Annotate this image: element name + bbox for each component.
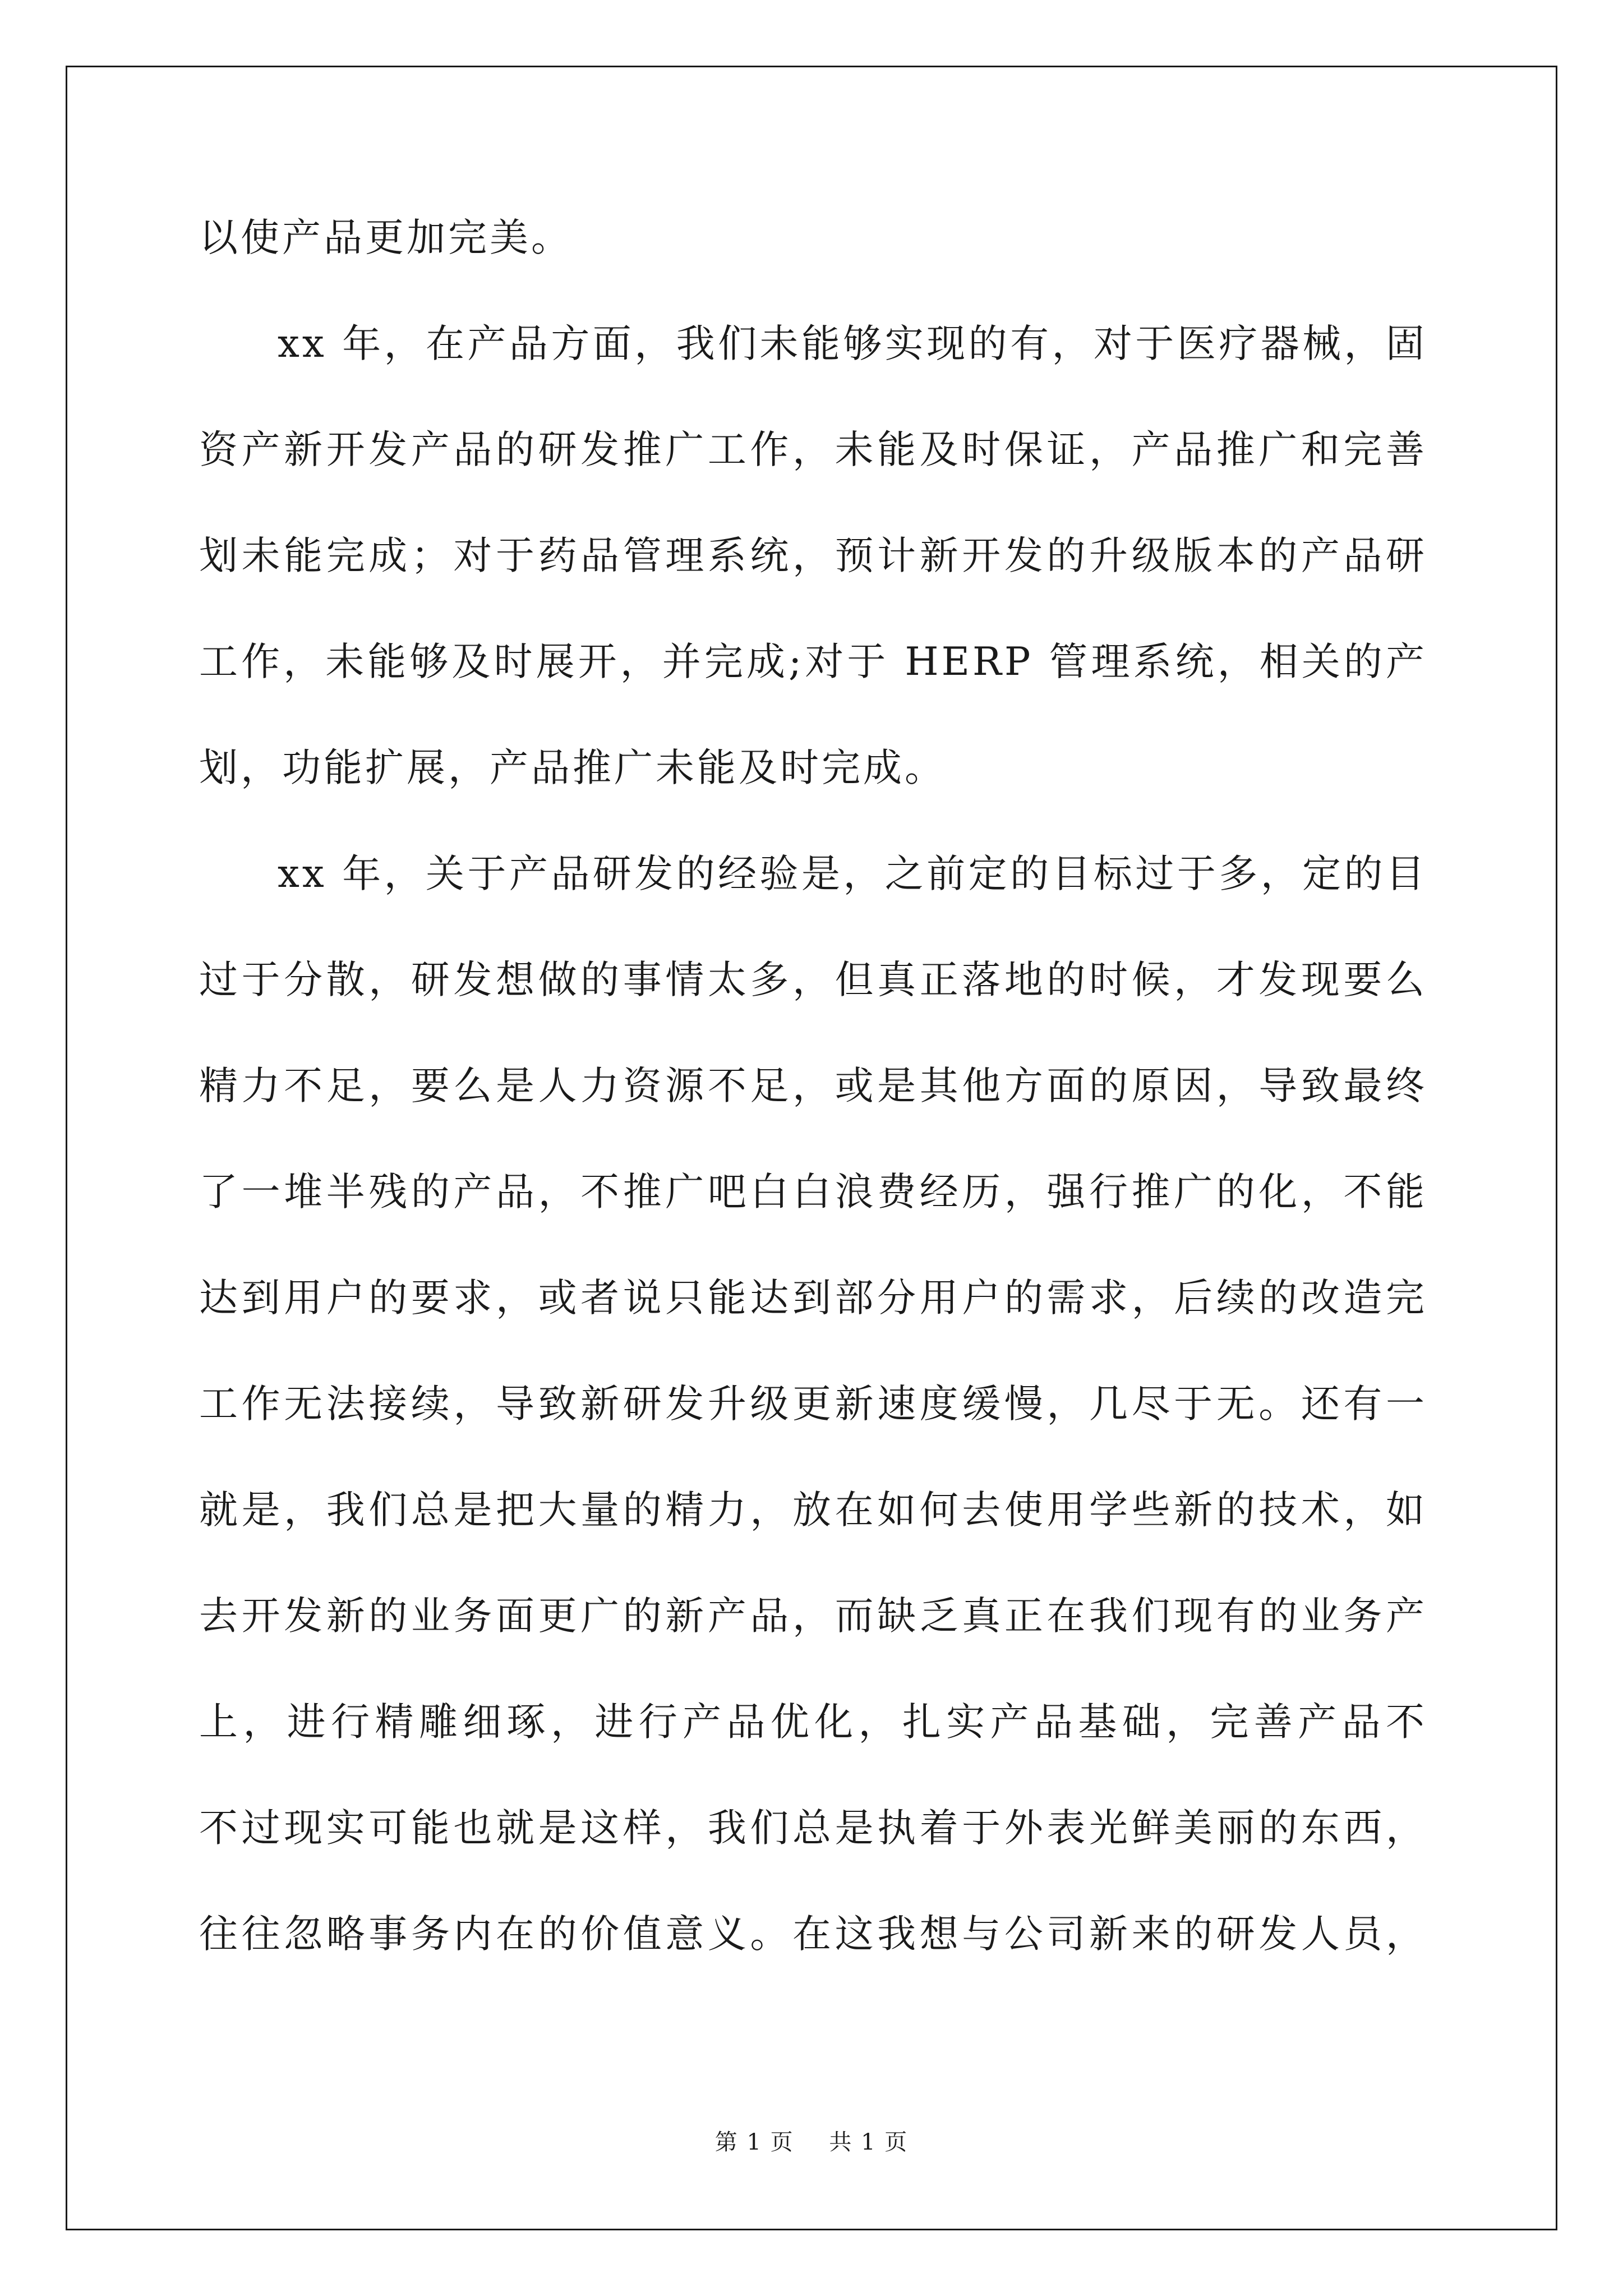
text-line: 上，进行精雕细琢，进行产品优化，扎实产品基础，完善产品不	[199, 1700, 1427, 1745]
text-line: 工作无法接续，导致新研发升级更新速度缓慢，几尽于无。还有一	[199, 1382, 1427, 1427]
page-number: 第 1 页	[714, 2129, 794, 2155]
text-line: 资产新开发产品的研发推广工作，未能及时保证，产品推广和完善	[199, 427, 1427, 472]
text-line: 划，功能扩展，产品推广未能及时完成。	[199, 746, 946, 790]
text-line: 工作，未能够及时展开，并完成;对于 HERP 管理系统，相关的产	[199, 639, 1427, 684]
text-line: xx 年，关于产品研发的经验是，之前定的目标过于多，定的目	[278, 852, 1427, 896]
text-line: 就是，我们总是把大量的精力，放在如何去使用学些新的技术，如	[199, 1488, 1427, 1533]
text-line: 以使产品更加完美。	[199, 215, 573, 260]
page-total: 共 1 页	[829, 2129, 909, 2155]
text-line: 过于分散，研发想做的事情太多，但真正落地的时候，才发现要么	[199, 958, 1427, 1002]
text-line: 往往忽略事务内在的价值意义。在这我想与公司新来的研发人员，	[199, 1912, 1427, 1957]
text-line: 去开发新的业务面更广的新产品，而缺乏真正在我们现有的业务产	[199, 1594, 1427, 1639]
text-line: 了一堆半残的产品，不推广吧白白浪费经历，强行推广的化，不能	[199, 1170, 1427, 1214]
text-line: 达到用户的要求，或者说只能达到部分用户的需求，后续的改造完	[199, 1276, 1427, 1320]
text-line: 划未能完成；对于药品管理系统，预计新开发的升级版本的产品研	[199, 533, 1427, 578]
text-line: xx 年，在产品方面，我们未能够实现的有，对于医疗器械，固	[278, 321, 1427, 366]
text-line: 不过现实可能也就是这样，我们总是执着于外表光鲜美丽的东西，	[199, 1806, 1427, 1851]
document-body	[199, 185, 1427, 1987]
page-footer	[0, 2125, 1623, 2159]
text-line: 精力不足，要么是人力资源不足，或是其他方面的原因，导致最终	[199, 1064, 1427, 1108]
